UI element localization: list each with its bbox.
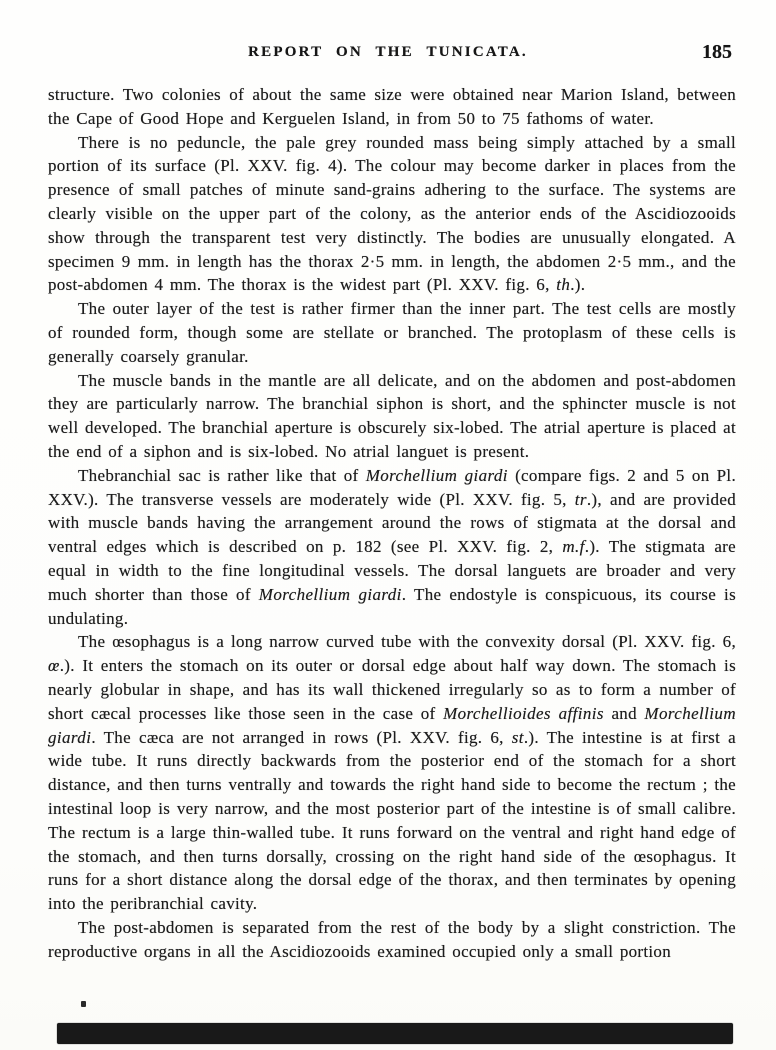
text-segment: . The endostyle is conspicuous, its course is undulating. [48, 584, 736, 628]
text-segment: .). The stigmata are equal in width to the fine longitudinal vessels. The dorsal languets are broader and very much shorter than those of [48, 537, 736, 604]
scan-artifact-bar [57, 1023, 733, 1044]
text-segment: and [603, 703, 645, 723]
paragraph [48, 916, 736, 964]
paragraph [48, 369, 736, 464]
text-segment: Thebranchial sac is rather like that of [78, 465, 366, 485]
paragraph [48, 297, 736, 368]
text-segment: .), and are provided with muscle bands having the arrangement around the rows of stigmata at the dorsal and ventral edges which is described on p. 182 (see Pl. XXV. fig. 2, [48, 489, 736, 557]
italic-text-segment: Morchellioides affinis [443, 703, 604, 723]
text-segment: The muscle bands in the mantle are all delicate, and on the abdomen and post-abdomen they are particularly narrow. The branchial siphon is short, and the sphincter muscle is not well developed. The branchial aperture is obscurely six-lobed. The atrial aperture is placed at the end of a siphon and is six-lobed. No atrial languet is present. [48, 370, 736, 461]
page-number: 185 [702, 41, 732, 63]
ink-speck-artifact [81, 1001, 86, 1007]
paragraph [48, 131, 736, 298]
text-segment: There is no peduncle, the pale grey rounded mass being simply attached by a small portion of its surface (Pl. XXV. fig. 4). The colour may become darker in places from the presence of small patches of minute sand-grains adhering to the surface. The systems are clearly visible on the upper part of the colony, as the anterior ends of the Ascidiozooids show through the transparent test very distinctly. The bodies are unusually elongated. A specimen 9 mm. in length has the thorax 2·5 mm. in length, the abdomen 2·5 mm., and the post-abdomen 4 mm. The thorax is the widest part (Pl. XXV. fig. 6, [48, 132, 736, 295]
paragraph [48, 464, 736, 631]
italic-text-segment: th [556, 275, 571, 295]
text-segment: structure. Two colonies of about the same size were obtained near Marion Island, between the Cape of Good Hope and Kerguelen Island, in from 50 to 75 fathoms of water. [48, 85, 736, 128]
italic-text-segment: œ [48, 656, 60, 676]
italic-text-segment: tr [574, 489, 587, 509]
paragraph [48, 630, 736, 916]
text-segment: The post-abdomen is separated from the rest of the body by a slight constriction. The reproductive organs in all the Ascidiozooids examined occupied only a small portion [48, 917, 736, 961]
text-segment: . The cæca are not arranged in rows (Pl. XXV. fig. 6, [91, 727, 512, 747]
text-block [48, 83, 736, 963]
paragraph [48, 83, 736, 131]
italic-text-segment: Morchellium giardi [365, 465, 508, 485]
text-segment: The œsophagus is a long narrow curved tube with the convexity dorsal (Pl. XXV. fig. 6, [78, 632, 736, 652]
italic-text-segment: Morchellium giardi [258, 584, 402, 604]
italic-text-segment: Morchellium giardi [48, 703, 737, 747]
italic-text-segment: st [511, 727, 524, 747]
italic-text-segment: m.f [562, 537, 585, 557]
text-segment: .). [570, 275, 586, 295]
text-segment: .). It enters the stomach on its outer or dorsal edge about half way down. The stomach is nearly globular in shape, and has its wall thickened irregularly so as to form a number of short cæcal processes like those seen in the case of [48, 656, 736, 723]
text-segment: (compare figs. 2 and 5 on Pl. XXV.). The transverse vessels are moderately wide (Pl. XXV. fig. 5, [48, 465, 737, 509]
text-segment: .). The intestine is at first a wide tube. It runs directly backwards from the posterior end of the stomach for a short distance, and then turns ventrally and towards the right hand side to become the rectum ; the intestinal loop is very narrow, and the most posterior part of the intestine is of small calibre. The rectum is a large thin-walled tube. It runs forward on the ventral and right hand edge of the stomach, and then turns dorsally, crossing on the right hand side of the œsophagus. It runs for a short distance along the dorsal edge of the thorax, and then terminates by opening into the peribranchial cavity. [48, 727, 736, 914]
text-segment: The outer layer of the test is rather firmer than the inner part. The test cells are mostly of rounded form, though some are stellate or branched. The protoplasm of these cells is generally coarsely granular. [48, 299, 736, 366]
running-head-title: REPORT ON THE TUNICATA. [248, 44, 528, 60]
